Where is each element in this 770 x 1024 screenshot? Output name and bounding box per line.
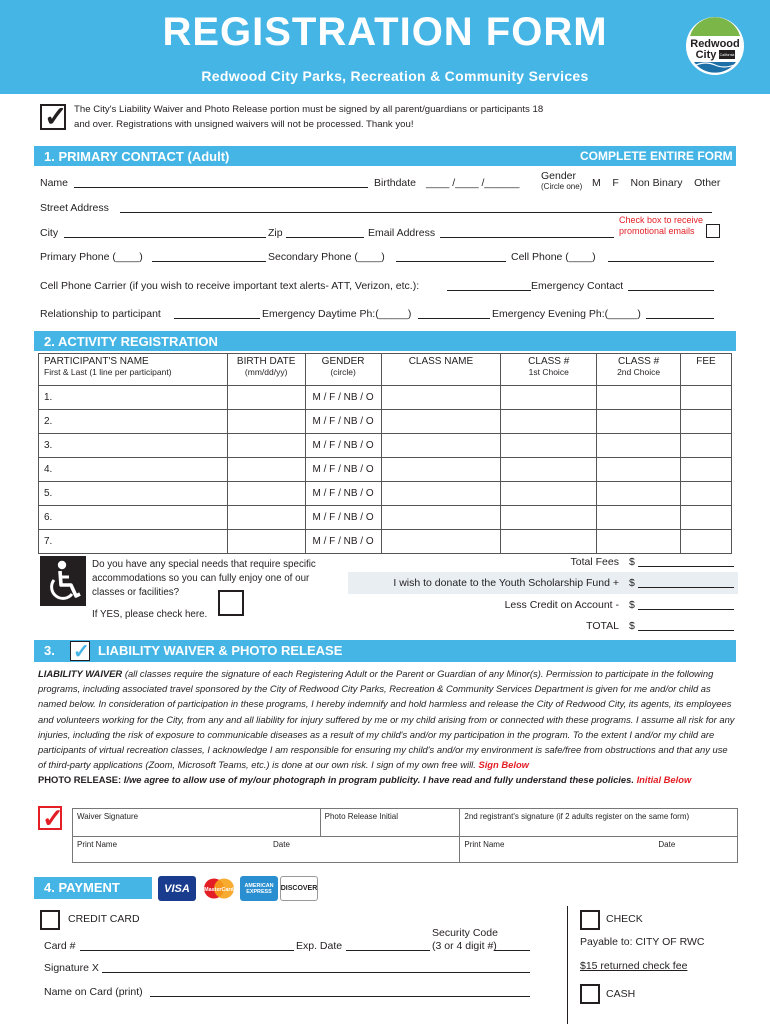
relationship-label: Relationship to participant [40, 308, 161, 320]
print-name-field[interactable] [73, 837, 460, 863]
birth-cell[interactable] [227, 410, 305, 434]
participant-header: PARTICIPANT'S NAME [44, 356, 149, 367]
class2-cell[interactable] [597, 458, 681, 482]
section-primary-contact-title: 1. PRIMARY CONTACT (Adult) [44, 149, 230, 164]
name-on-card-label: Name on Card (print) [44, 986, 143, 998]
class2-header: CLASS # [618, 356, 660, 367]
section-activity-bar [34, 331, 736, 351]
signature-label: Signature X [44, 962, 99, 974]
less-credit-label: Less Credit on Account - [504, 599, 619, 611]
fee-cell[interactable] [681, 506, 732, 530]
class2-cell[interactable] [597, 482, 681, 506]
special-needs-checkbox[interactable] [218, 590, 244, 616]
col-class2 [597, 354, 681, 386]
photo-initial-field[interactable] [320, 809, 460, 837]
security-code-sub: (3 or 4 digit #) [432, 940, 497, 952]
fee-cell[interactable] [681, 530, 732, 554]
gender-cell[interactable]: M / F / NB / O [305, 434, 381, 458]
emergency-contact-field[interactable] [628, 290, 714, 291]
class2-cell[interactable] [597, 530, 681, 554]
gender-options[interactable]: M F Non Binary Other [592, 177, 721, 189]
class2-cell[interactable] [597, 410, 681, 434]
emergency-contact-label: Emergency Contact [531, 280, 624, 292]
returned-check-fee: $15 returned check fee [580, 960, 688, 972]
cell-phone-label: Cell Phone (____) [511, 251, 596, 263]
cell-phone-field[interactable] [608, 261, 714, 262]
mastercard-circles [200, 876, 238, 901]
class1-cell[interactable] [501, 530, 597, 554]
table-row [39, 506, 732, 530]
mastercard-icon [200, 876, 238, 901]
second-print-name-label: Print Name [464, 840, 505, 849]
birthdate-field[interactable]: ____ /____ /______ [426, 177, 520, 189]
discover-card-icon: DISCOVER [280, 876, 318, 901]
birthdate-label: Birthdate [374, 177, 417, 189]
header-banner [0, 0, 770, 94]
birth-subheader: (mm/dd/yy) [244, 367, 288, 377]
class1-cell[interactable] [501, 386, 597, 410]
waiver-heading: LIABILITY WAIVER [38, 668, 123, 679]
fee-cell[interactable] [681, 410, 732, 434]
class-name-cell[interactable] [381, 482, 501, 506]
street-address-field[interactable] [120, 212, 712, 213]
participant-cell[interactable]: 5. [39, 482, 228, 506]
participant-subheader: First & Last (1 line per participant) [44, 367, 172, 377]
class-name-cell[interactable] [381, 458, 501, 482]
primary-phone-field[interactable] [152, 261, 266, 262]
amex-card-icon: AMERICAN EXPRESS [240, 876, 278, 901]
city-label: City [40, 227, 59, 239]
birth-cell[interactable] [227, 482, 305, 506]
card-number-field[interactable] [80, 950, 294, 951]
street-address-label: Street Address [40, 202, 109, 214]
checkmark-icon: ✓ [44, 101, 68, 132]
section-waiver-title: LIABILITY WAIVER & PHOTO RELEASE [98, 643, 343, 658]
section-primary-contact-bar [34, 146, 736, 166]
gender-subheader: (circle) [330, 367, 356, 377]
donate-field[interactable] [638, 587, 734, 588]
gender-label: Gender [541, 170, 577, 182]
email-label: Email Address [368, 227, 436, 239]
activity-table-header [39, 354, 732, 386]
logo-text-california: California [719, 53, 735, 57]
name-field[interactable] [74, 187, 368, 188]
fee-cell[interactable] [681, 386, 732, 410]
activity-table [38, 353, 732, 554]
birth-cell[interactable] [227, 386, 305, 410]
donate-dollar: $ [629, 577, 635, 589]
birth-cell[interactable] [227, 530, 305, 554]
promo-email-checkbox[interactable] [706, 224, 720, 238]
check-checkbox[interactable] [580, 910, 600, 930]
class1-cell[interactable] [501, 410, 597, 434]
print-name-label: Print Name [77, 840, 118, 849]
exp-date-field[interactable] [346, 950, 430, 951]
check-label: CHECK [606, 913, 643, 925]
checkmark-icon: ✓ [42, 803, 64, 833]
cell-carrier-label: Cell Phone Carrier (if you wish to receive important text alerts- ATT, Verizon, etc.): [40, 280, 420, 292]
class1-cell[interactable] [501, 434, 597, 458]
col-participant [39, 354, 228, 386]
class-name-cell[interactable] [381, 506, 501, 530]
cash-label: CASH [606, 988, 636, 1000]
complete-entire-form: COMPLETE ENTIRE FORM [580, 149, 733, 163]
section-waiver-checkbox[interactable] [70, 641, 90, 661]
total-dollar: $ [629, 620, 635, 632]
donate-label: I wish to donate to the Youth Scholarship Fund + [393, 577, 619, 589]
date-label: Date [273, 840, 290, 849]
table-row [39, 530, 732, 554]
exp-date-label: Exp. Date [296, 940, 343, 952]
emergency-evening-label: Emergency Evening Ph:(_____) [492, 308, 641, 320]
class2-cell[interactable] [597, 386, 681, 410]
fee-cell[interactable] [681, 482, 732, 506]
initial-below: Initial Below [636, 774, 692, 786]
zip-field[interactable] [286, 237, 364, 238]
class1-cell[interactable] [501, 482, 597, 506]
class1-subheader: 1st Choice [528, 367, 569, 377]
fee-cell[interactable] [681, 434, 732, 458]
waiver-body: (all classes require the signature of each Registering Adult or the Parent or Guardian of any Minor(s). Permission to participate in the following programs, including associated travel sponsored by the City of Redwood City Parks, Recreation & Community Services Department is given for me and/or child as named below. In consideration of participation in these programs, I hereby indemnify and hold harmless and release the City of Redwood City, its agents, its employees and volunteers working for the City, from any and all liability for injury suffered by me or my child arising from or connected with these programs. I assume all risk for any injuries, including the risk of exposure to communicable diseases as a result of my child's and/or my participation in the program. To the extent I and/or my child are participants of virtual recreation classes, I acknowledge I am responsible for ensuring my child's and/or my environment is safe/free from obstructions and that any use of third-party applications (Zoom, Microsoft Teams, etc.) is done at our own risk. I sign of my own free will. [38, 668, 735, 771]
signature-row [73, 809, 738, 837]
col-class1 [501, 354, 597, 386]
section-activity-title: 2. ACTIVITY REGISTRATION [44, 334, 218, 349]
logo-text-redwood: Redwood [690, 38, 740, 50]
credit-card-checkbox[interactable] [40, 910, 60, 930]
table-row [39, 434, 732, 458]
gender-cell[interactable]: M / F / NB / O [305, 410, 381, 434]
security-code-label: Security Code [432, 927, 498, 939]
name-label: Name [40, 177, 69, 189]
participant-cell[interactable]: 4. [39, 458, 228, 482]
col-gender [305, 354, 381, 386]
second-date-label: Date [658, 840, 676, 849]
class-name-cell[interactable] [381, 434, 501, 458]
emergency-daytime-label: Emergency Daytime Ph:(_____) [262, 308, 412, 320]
relationship-field[interactable] [174, 318, 260, 319]
photo-release-body: I/we agree to allow use of my/our photograph in program publicity. I have read and fully understand these policies. [123, 774, 634, 786]
primary-phone-label: Primary Phone (____) [40, 251, 143, 263]
emergency-daytime-field[interactable] [418, 318, 490, 319]
gender-header: GENDER [321, 356, 365, 367]
logo-text-city: City [695, 49, 717, 61]
participant-cell[interactable]: 7. [39, 530, 228, 554]
table-row [39, 458, 732, 482]
gender-cell[interactable]: M / F / NB / O [305, 458, 381, 482]
class-name-cell[interactable] [381, 410, 501, 434]
fee-cell[interactable] [681, 458, 732, 482]
waiver-note-checkbox[interactable] [40, 101, 68, 132]
class1-header: CLASS # [528, 356, 570, 367]
birth-cell[interactable] [227, 434, 305, 458]
photo-release-heading: PHOTO RELEASE: [38, 774, 122, 786]
photo-initial-label: Photo Release Initial [324, 812, 398, 821]
waiver-note: The City's Liability Waiver and Photo Release portion must be signed by all parent/guardians or participants 18 and over. Registrations with unsigned waivers will not be processed. Thank you! [74, 104, 544, 130]
total-fees-field[interactable] [638, 566, 734, 567]
class-name-header: CLASS NAME [408, 356, 474, 367]
gender-cell[interactable]: M / F / NB / O [305, 530, 381, 554]
secondary-phone-field[interactable] [396, 261, 506, 262]
table-row [39, 386, 732, 410]
special-needs-text: Do you have any special needs that require specific accommodations so you can fully enjoy one of our classes or facilities? [92, 559, 316, 598]
security-code-field[interactable] [494, 950, 530, 951]
if-yes-label: If YES, please check here. [92, 609, 208, 620]
table-row [39, 410, 732, 434]
form-subtitle: Redwood City Parks, Recreation & Community Services [201, 68, 589, 84]
class2-subheader: 2nd Choice [617, 367, 661, 377]
second-registrant-label: 2nd registrant's signature (if 2 adults register on the same form) [464, 812, 690, 821]
second-print-name-field[interactable] [460, 837, 738, 863]
class1-cell[interactable] [501, 458, 597, 482]
birth-cell[interactable] [227, 458, 305, 482]
mastercard-text: MasterCard [204, 887, 234, 893]
less-credit-field[interactable] [638, 609, 734, 610]
accessibility-icon [40, 556, 86, 606]
form-title: REGISTRATION FORM [162, 10, 608, 54]
cell-carrier-field[interactable] [447, 290, 531, 291]
redwood-city-logo [686, 14, 744, 78]
birth-header: BIRTH DATE [236, 356, 296, 367]
total-fees-dollar: $ [629, 556, 635, 568]
waiver-sign-checkbox[interactable] [38, 803, 64, 833]
card-signature-field[interactable] [102, 972, 530, 973]
class-name-cell[interactable] [381, 530, 501, 554]
table-row [39, 482, 732, 506]
participant-cell[interactable]: 2. [39, 410, 228, 434]
total-fees-label: Total Fees [570, 556, 619, 568]
print-name-row [73, 837, 738, 863]
participant-cell[interactable]: 3. [39, 434, 228, 458]
section-payment-bar [34, 877, 152, 899]
class-name-cell[interactable] [381, 386, 501, 410]
secondary-phone-label: Secondary Phone (____) [268, 251, 385, 263]
col-class-name [381, 354, 501, 386]
gender-cell[interactable]: M / F / NB / O [305, 386, 381, 410]
gender-cell[interactable]: M / F / NB / O [305, 506, 381, 530]
section-waiver-number: 3. [44, 643, 55, 658]
payment-divider [567, 906, 568, 1024]
emergency-evening-field[interactable] [646, 318, 714, 319]
cash-checkbox[interactable] [580, 984, 600, 1004]
zip-label: Zip [268, 227, 283, 239]
sign-below: Sign Below [478, 759, 529, 771]
city-field[interactable] [64, 237, 266, 238]
gender-cell[interactable]: M / F / NB / O [305, 482, 381, 506]
email-field[interactable] [440, 237, 614, 238]
birth-cell[interactable] [227, 506, 305, 530]
visa-card-icon: VISA [158, 876, 196, 901]
waiver-signature-label: Waiver Signature [77, 812, 139, 821]
second-registrant-field[interactable] [460, 809, 738, 837]
payable-label: Payable to: CITY OF RWC [580, 936, 705, 948]
signature-table [72, 808, 738, 863]
total-label: TOTAL [586, 620, 619, 632]
card-number-label: Card # [44, 940, 76, 952]
fee-header: FEE [696, 356, 716, 367]
promo-email-label: Check box to receive promotional emails [619, 215, 704, 236]
checkmark-icon: ✓ [73, 641, 90, 663]
participant-cell[interactable]: 6. [39, 506, 228, 530]
total-field[interactable] [638, 630, 734, 631]
class2-cell[interactable] [597, 434, 681, 458]
col-fee [681, 354, 732, 386]
credit-card-label: CREDIT CARD [68, 913, 140, 925]
section-payment-title: 4. PAYMENT [44, 880, 120, 895]
circle-one-label: (Circle one) [541, 182, 583, 191]
participant-cell[interactable]: 1. [39, 386, 228, 410]
section-waiver-bar [34, 640, 736, 662]
less-credit-dollar: $ [629, 599, 635, 611]
name-on-card-field[interactable] [150, 996, 530, 997]
liability-waiver-text [38, 666, 738, 788]
col-birth [227, 354, 305, 386]
class2-cell[interactable] [597, 506, 681, 530]
class1-cell[interactable] [501, 506, 597, 530]
waiver-signature-field[interactable] [73, 809, 321, 837]
